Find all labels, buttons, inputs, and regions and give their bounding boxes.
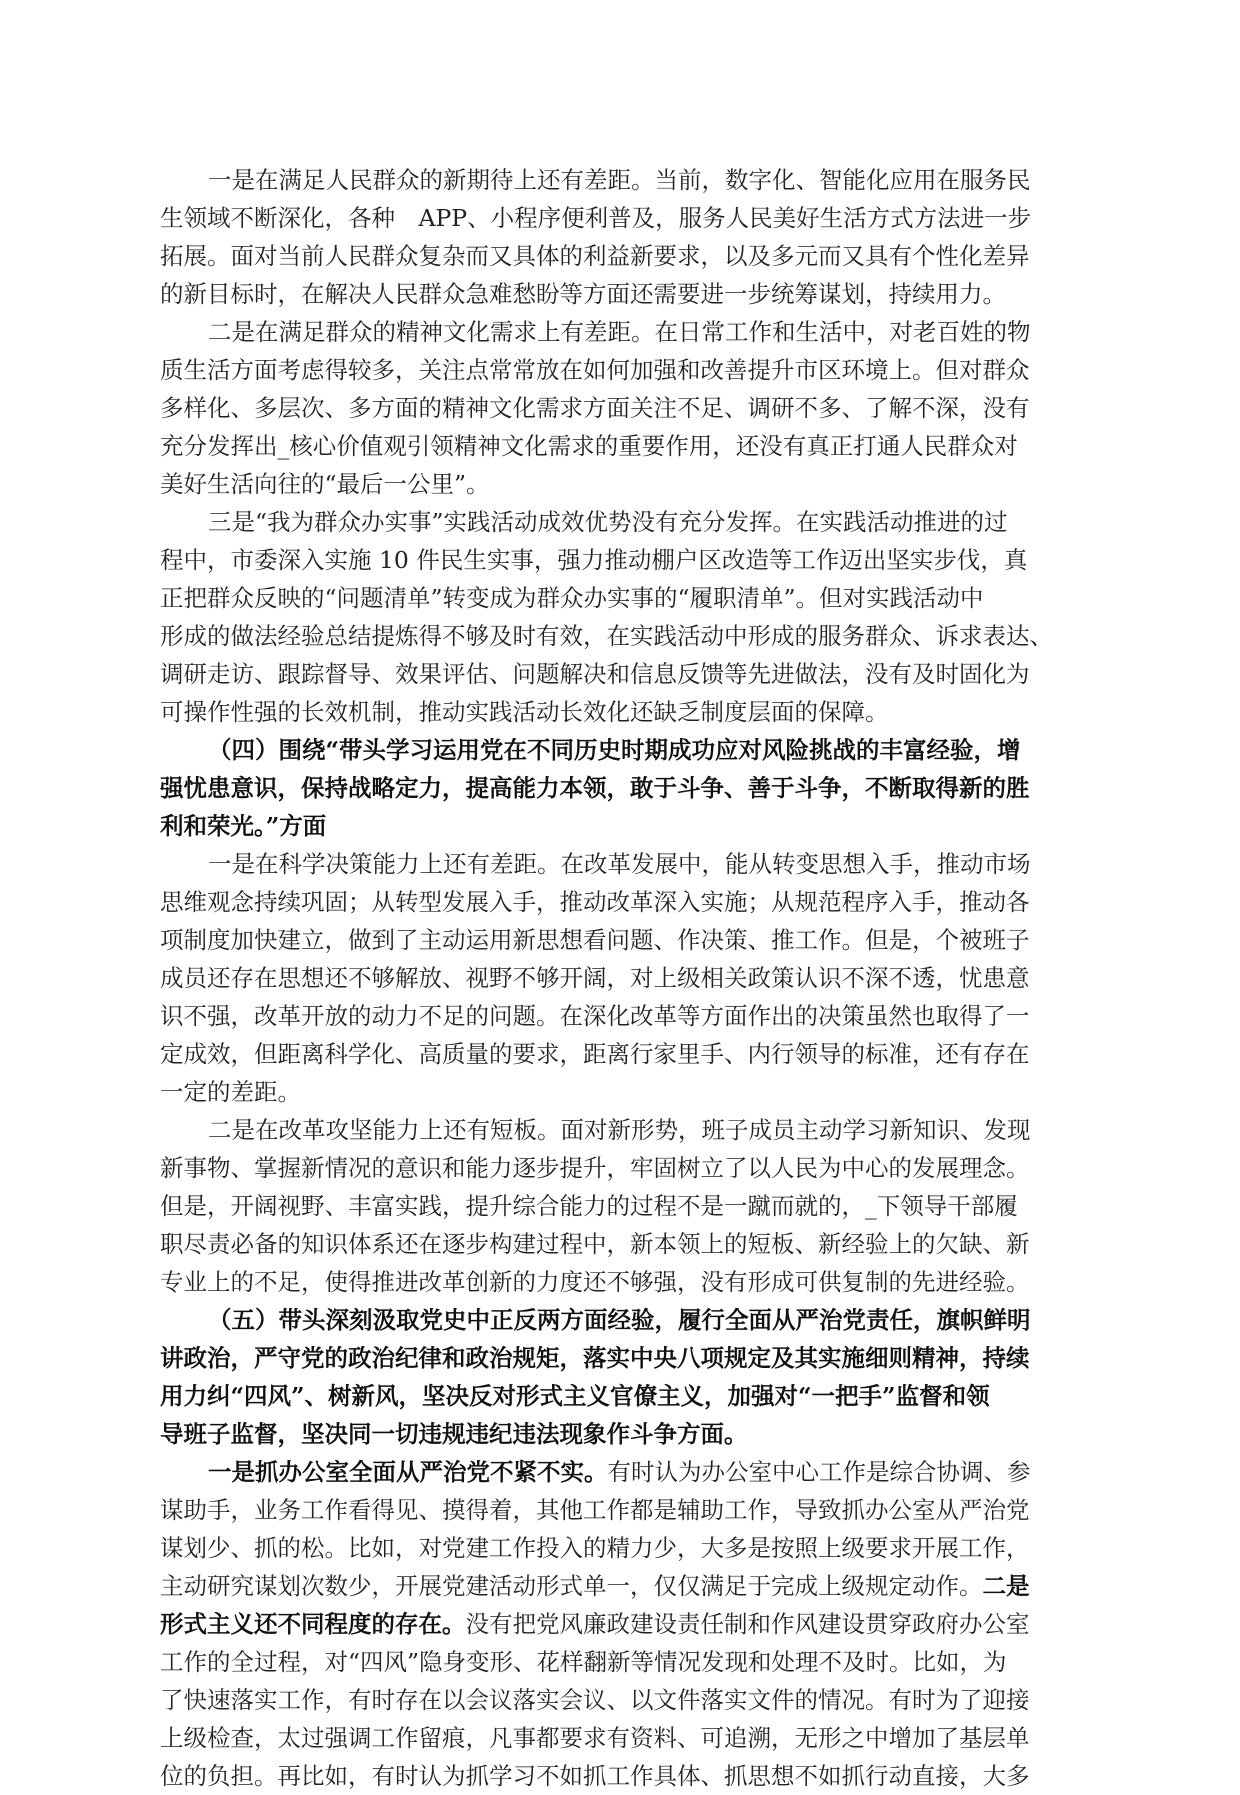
paragraph-line: 一是在科学决策能力上还有差距。在改革发展中，能从转变思想入手，推动市场	[208, 850, 1031, 878]
paragraph-line: 位的负担。再比如，有时认为抓学习不如抓工作具体、抓思想不如抓行动直接，大多	[160, 1762, 1030, 1790]
paragraph-line: 生领域不断深化，各种 APP、小程序便利普及，服务人民美好生活方式方法进一步	[160, 204, 1032, 232]
paragraph-line: 充分发挥出_核心价值观引领精神文化需求的重要作用，还没有真正打通人民群众对	[160, 432, 1018, 460]
paragraph-line: 工作的全过程，对“四风”隐身变形、花样翻新等情况发现和处理不及时。比如，为	[160, 1648, 1007, 1676]
section-heading-line: 导班子监督，坚决同一切违规违纪违法现象作斗争方面。	[160, 1420, 748, 1448]
paragraph-line: 成员还存在思想还不够解放、视野不够开阔，对上级相关政策认识不深不透，忧患意	[160, 964, 1030, 992]
paragraph-line: 职尽责必备的知识体系还在逐步构建过程中，新本领上的短板、新经验上的欠缺、新	[160, 1230, 1030, 1258]
subpoint-lead: 形式主义还不同程度的存在。	[160, 1610, 466, 1638]
paragraph-line: 拓展。面对当前人民群众复杂而又具体的利益新要求，以及多元而又具有个性化差异	[160, 242, 1030, 270]
paragraph-line: 定成效，但距离科学化、高质量的要求，距离行家里手、内行领导的标准，还有存在	[160, 1040, 1030, 1068]
subpoint-lead: 二是	[982, 1572, 1030, 1600]
paragraph-line: 一是在满足人民群众的新期待上还有差距。当前，数字化、智能化应用在服务民	[208, 166, 1031, 194]
section-heading-line: （五）带头深刻汲取党史中正反两方面经验，履行全面从严治党责任，旗帜鲜明	[208, 1306, 1031, 1334]
paragraph-line: 一定的差距。	[160, 1078, 301, 1106]
section-heading-line: 利和荣光。”方面	[160, 812, 327, 840]
paragraph-line: 识不强，改革开放的动力不足的问题。在深化改革等方面作出的决策虽然也取得了一	[160, 1002, 1030, 1030]
section-heading-line: 强忧患意识，保持战略定力，提高能力本领，敢于斗争、善于斗争，不断取得新的胜	[160, 774, 1030, 802]
paragraph-line: 谋划少、抓的松。比如，对党建工作投入的精力少，大多是按照上级要求开展工作，	[160, 1534, 1030, 1562]
section-heading-line: 用力纠“四风”、树新风，坚决反对形式主义官僚主义，加强对“一把手”监督和领	[160, 1382, 990, 1410]
paragraph-text: 没有把党风廉政建设责任制和作风建设贯穿政府办公室	[465, 1610, 1030, 1638]
paragraph-line: 项制度加快建立，做到了主动运用新思想看问题、作决策、推工作。但是，个被班子	[160, 926, 1030, 954]
paragraph-line: 形成的做法经验总结提炼得不够及时有效，在实践活动中形成的服务群众、诉求表达、	[160, 622, 1053, 650]
paragraph-line: 多样化、多层次、多方面的精神文化需求方面关注不足、调研不多、了解不深，没有	[160, 394, 1030, 422]
paragraph-line: 二是在改革攻坚能力上还有短板。面对新形势，班子成员主动学习新知识、发现	[208, 1116, 1031, 1144]
paragraph-line: 调研走访、跟踪督导、效果评估、问题解决和信息反馈等先进做法，没有及时固化为	[160, 660, 1030, 688]
paragraph-line: 三是“我为群众办实事”实践活动成效优势没有充分发挥。在实践活动推进的过	[208, 508, 1008, 536]
paragraph-line	[160, 1568, 1100, 1605]
paragraph-line: 思维观念持续巩固；从转型发展入手，推动改革深入实施；从规范程序入手，推动各	[160, 888, 1030, 916]
paragraph-line: 的新目标时，在解决人民群众急难愁盼等方面还需要进一步统筹谋划，持续用力。	[160, 280, 1006, 308]
paragraph-line: 但是，开阔视野、丰富实践，提升综合能力的过程不是一蹴而就的，_下领导干部履	[160, 1192, 1018, 1220]
paragraph-line: 正把群众反映的“问题清单”转变成为群众办实事的“履职清单”。但对实践活动中	[160, 584, 984, 612]
paragraph-text: 有时认为办公室中心工作是综合协调、参	[607, 1458, 1031, 1486]
paragraph-line: 上级检查，太过强调工作留痕，凡事都要求有资料、可追溯，无形之中增加了基层单	[160, 1724, 1030, 1752]
paragraph-line: 谋助手，业务工作看得见、摸得着，其他工作都是辅助工作，导致抓办公室从严治党	[160, 1496, 1030, 1524]
section-heading-line: 讲政治，严守党的政治纪律和政治规矩，落实中央八项规定及其实施细则精神，持续	[160, 1344, 1030, 1372]
paragraph-line	[160, 1606, 1100, 1643]
paragraph-line: 程中，市委深入实施 10 件民生实事，强力推动棚户区改造等工作迈出坚实步伐，真	[160, 546, 1028, 574]
paragraph-line: 了快速落实工作，有时存在以会议落实会议、以文件落实文件的情况。有时为了迎接	[160, 1686, 1030, 1714]
paragraph-line: 质生活方面考虑得较多，关注点常常放在如何加强和改善提升市区环境上。但对群众	[160, 356, 1030, 384]
section-heading-line: （四）围绕“带头学习运用党在不同历史时期成功应对风险挑战的丰富经验，增	[208, 736, 1021, 764]
paragraph-line: 美好生活向往的“最后一公里”。	[160, 470, 490, 498]
paragraph-line: 二是在满足群众的精神文化需求上有差距。在日常工作和生活中，对老百姓的物	[208, 318, 1031, 346]
paragraph-line: 专业上的不足，使得推进改革创新的力度还不够强，没有形成可供复制的先进经验。	[160, 1268, 1030, 1296]
paragraph-line	[208, 1454, 1100, 1491]
paragraph-line: 可操作性强的长效机制，推动实践活动长效化还缺乏制度层面的保障。	[160, 698, 889, 726]
paragraph-line: 新事物、掌握新情况的意识和能力逐步提升，牢固树立了以人民为中心的发展理念。	[160, 1154, 1030, 1182]
subpoint-lead: 一是抓办公室全面从严治党不紧不实。	[208, 1458, 608, 1486]
paragraph-text: 主动研究谋划次数少，开展党建活动形式单一，仅仅满足于完成上级规定动作。	[160, 1572, 983, 1600]
